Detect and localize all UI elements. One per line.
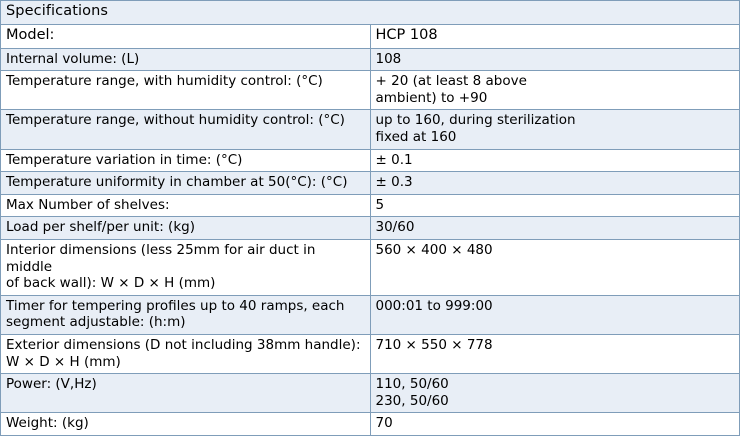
- table-row: [1, 217, 740, 240]
- spec-label: Temperature variation in time: (°C): [1, 149, 371, 172]
- spec-value: 5: [370, 194, 740, 217]
- spec-label: Power: (V,Hz): [1, 374, 371, 413]
- spec-label: Load per shelf/per unit: (kg): [1, 217, 371, 240]
- spec-label: Weight: (kg): [1, 413, 371, 436]
- spec-value: 000:01 to 999:00: [370, 295, 740, 334]
- spec-label: Temperature range, without humidity control: (°C): [1, 110, 371, 149]
- table-header: [1, 1, 740, 25]
- spec-label: Model:: [1, 24, 371, 48]
- spec-value: 70: [370, 413, 740, 436]
- table-row: [1, 48, 740, 71]
- table-row: [1, 374, 740, 413]
- table-row: [1, 110, 740, 149]
- spec-label: Interior dimensions (less 25mm for air duct in middle of back wall): W × D × H (mm): [1, 240, 371, 296]
- table-row: [1, 172, 740, 195]
- spec-value: 30/60: [370, 217, 740, 240]
- spec-value: ± 0.3: [370, 172, 740, 195]
- spec-label: Temperature uniformity in chamber at 50(°C): (°C): [1, 172, 371, 195]
- spec-value: 108: [370, 48, 740, 71]
- table-body: [1, 24, 740, 435]
- spec-value: 710 × 550 × 778: [370, 334, 740, 373]
- table-row: [1, 295, 740, 334]
- spec-value: ± 0.1: [370, 149, 740, 172]
- table-title-row: [1, 1, 740, 25]
- table-row: [1, 194, 740, 217]
- table-row: [1, 334, 740, 373]
- table-row: [1, 24, 740, 48]
- table-row: [1, 413, 740, 436]
- table-row: [1, 149, 740, 172]
- spec-label: Exterior dimensions (D not including 38mm handle): W × D × H (mm): [1, 334, 371, 373]
- spec-label: Max Number of shelves:: [1, 194, 371, 217]
- table-row: [1, 71, 740, 110]
- table-row: [1, 240, 740, 296]
- spec-label: Temperature range, with humidity control: (°C): [1, 71, 371, 110]
- spec-value: 560 × 400 × 480: [370, 240, 740, 296]
- spec-value: HCP 108: [370, 24, 740, 48]
- spec-value: + 20 (at least 8 above ambient) to +90: [370, 71, 740, 110]
- spec-value: up to 160, during sterilization fixed at 160: [370, 110, 740, 149]
- page-title: Specifications: [1, 1, 740, 25]
- spec-label: Internal volume: (L): [1, 48, 371, 71]
- spec-label: Timer for tempering profiles up to 40 ramps, each segment adjustable: (h:m): [1, 295, 371, 334]
- spec-value: 110, 50/60 230, 50/60: [370, 374, 740, 413]
